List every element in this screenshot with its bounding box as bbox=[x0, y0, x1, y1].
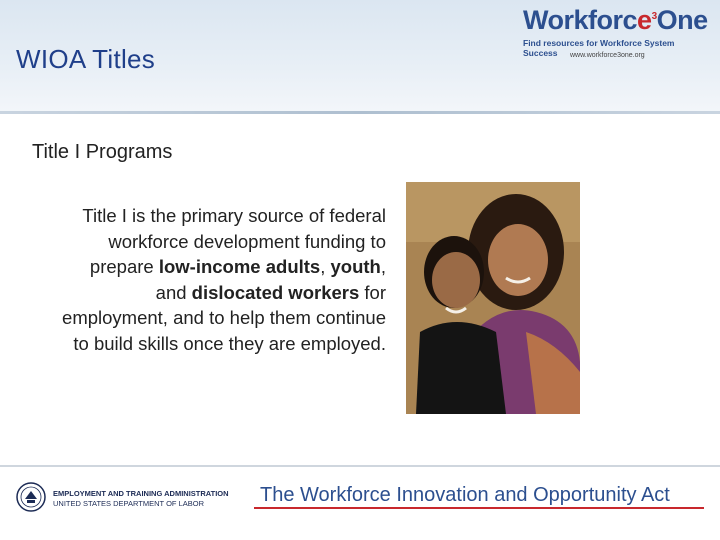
photo-illustration bbox=[406, 182, 580, 414]
slide-title: WIOA Titles bbox=[16, 44, 156, 74]
paragraph-bold-text: youth bbox=[330, 256, 381, 278]
section-heading: Title I Programs bbox=[32, 141, 173, 163]
act-underline bbox=[254, 507, 704, 509]
paragraph-text: Title I is the primary source of federal workforce development funding to prepare bbox=[82, 205, 386, 278]
body-paragraph bbox=[60, 203, 386, 356]
workforce3one-logo bbox=[523, 5, 708, 37]
logo-text-prefix: Workforc bbox=[523, 5, 638, 35]
agency-name: EMPLOYMENT AND TRAINING ADMINISTRATION bbox=[53, 489, 229, 498]
dol-seal-icon bbox=[16, 482, 46, 512]
paragraph-text: for employment, and to help them continue to build skills once they are employed. bbox=[62, 281, 386, 354]
logo-text-suffix: One bbox=[656, 5, 708, 35]
mother-and-child-photo bbox=[406, 182, 580, 414]
logo-text-sup: 3 bbox=[651, 11, 657, 22]
logo-text-e: e bbox=[637, 5, 652, 35]
act-title: The Workforce Innovation and Opportunity Act bbox=[260, 484, 670, 506]
paragraph-text: , bbox=[320, 256, 331, 278]
logo-url: www.workforce3one.org bbox=[570, 52, 645, 59]
header-divider bbox=[0, 111, 720, 114]
paragraph-bold-text: dislocated workers bbox=[191, 281, 360, 303]
footer-divider bbox=[0, 465, 720, 467]
paragraph-text: , and bbox=[155, 256, 386, 303]
logo-tagline: Find resources for Workforce System Success bbox=[523, 38, 675, 58]
department-name: UNITED STATES DEPARTMENT OF LABOR bbox=[53, 499, 204, 508]
paragraph-bold-text: low-income adults bbox=[158, 256, 321, 278]
